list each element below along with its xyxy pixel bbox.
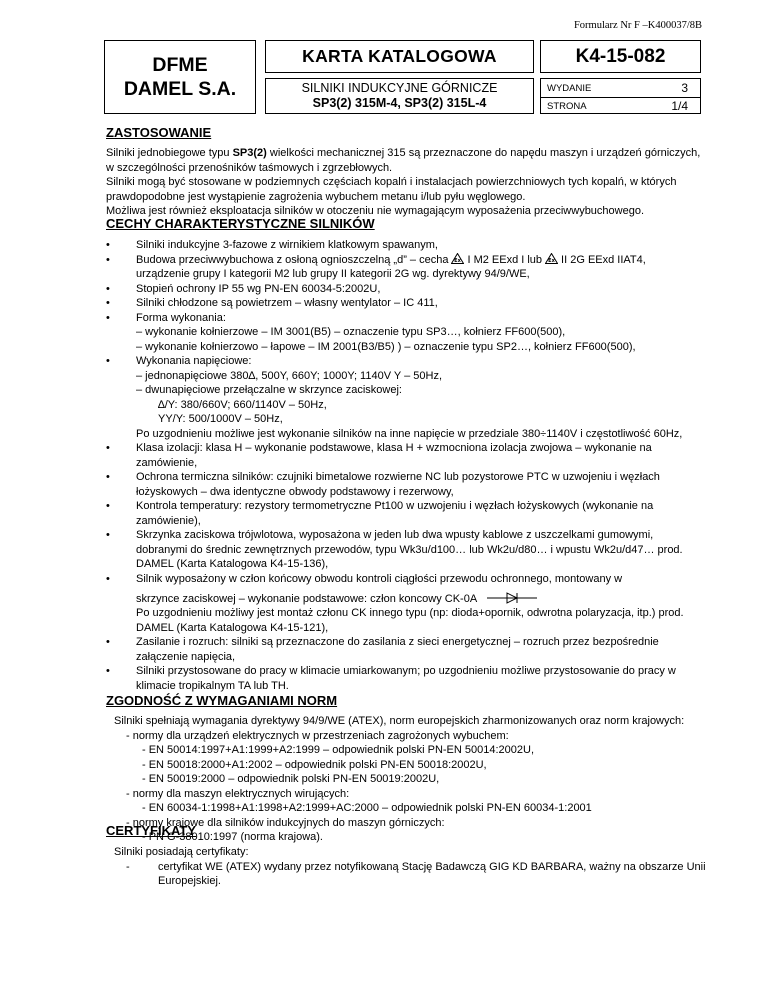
subtitle-line2: SP3(2) 315M-4, SP3(2) 315L-4 bbox=[312, 96, 487, 110]
edition-value: 3 bbox=[681, 81, 688, 95]
product-subtitle bbox=[265, 78, 534, 114]
ex-mark-icon bbox=[545, 253, 558, 264]
list-item: • Ochrona termiczna silników: czujniki bimetalowe rozwierne NC lub pozystorowe PTC w uzwojeniu i węzłach łożyskowych – dwa identyczne obwody podstawowy i rezerwowy, bbox=[106, 471, 660, 498]
document-meta bbox=[540, 78, 701, 114]
paragraph: Silniki posiadają certyfikaty: bbox=[114, 846, 249, 858]
list-item: • Stopień ochrony IP 55 wg PN-EN 60034-5:2002U, bbox=[106, 282, 381, 295]
subtitle-line1: SILNIKI INDUKCYJNE GÓRNICZE bbox=[301, 81, 498, 95]
section-certyfikaty bbox=[106, 845, 706, 889]
list-item: • Silnik wyposażony w człon końcowy obwodu kontroli ciągłości przewodu ochronnego, montowany w skrzynce zaciskowej – wykonanie podstawowe: człon koncowy CK-0A Po uzgodnieniu możliwy jest montaż członu CK innego typu (np: dioda+opornik, odwrotna polaryzacja, itp.) prod. DAMEL (Karta Katalogowa K4-15-121), bbox=[106, 572, 684, 634]
section-zastosowanie bbox=[106, 146, 706, 219]
form-reference: Formularz Nr F –K400037/8B bbox=[573, 20, 702, 31]
edition-row bbox=[541, 79, 700, 98]
list-item: • Silniki chłodzone są powietrzem – własny wentylator – IC 411, bbox=[106, 297, 438, 309]
list-item: • Budowa przeciwwybuchowa z osłoną ognioszczelną „d” – cecha Ex I M2 EExd I lub Ex II 2G EExd IIAT4, urządzenie grupy I kategorii M2 lub grupy II kategorii 2G wg. dyrektywy 94/9/WE, bbox=[106, 253, 646, 280]
paragraph: Możliwa jest również eksploatacja silników w otoczeniu nie wymagającym wyposażenia przeciwwybuchowego. bbox=[106, 205, 645, 217]
company-line2: DAMEL S.A. bbox=[123, 78, 237, 100]
section-heading-certyfikaty: CERTYFIKATY bbox=[106, 823, 197, 838]
norm-item: - EN 60034-1:1998+A1:1998+A2:1999+AC:2000 – odpowiednik polski PN-EN 60034-1:2001 bbox=[142, 802, 592, 814]
company-box bbox=[104, 40, 256, 114]
list-item: • Wykonania napięciowe: – jednonapięciowe 380∆, 500Y, 660Y; 1000Y; 1140V Y – 50Hz, – dwunapięciowe przełączalne w skrzynce zaciskowej: ∆/Y: 380/660V; 660/1140V – 50Hz, YY/Y: 500/1000V – 50Hz, Po uzgodnieniu możliwe jest wykonanie silników na inne napięcie w przedziale 380÷1140V i częstotliwość 60Hz, bbox=[106, 355, 683, 440]
list-item: • Silniki przystosowane do pracy w klimacie umiarkowanym; po uzgodnieniu możliwe przystosowanie do pracy w klimacie tropikalnym TA lub TH. bbox=[106, 665, 676, 692]
list-item: • Kontrola temperatury: rezystory termometryczne Pt100 w uzwojeniu i węzłach łożyskowych (wykonanie na zamówienie), bbox=[106, 500, 654, 527]
ex-mark-icon bbox=[451, 253, 464, 264]
list-item: • Skrzynka zaciskowa trójwlotowa, wyposażona w jeden lub dwa wpusty kablowe z uszczelkami gumowymi, dobranymi do średnic zewnętrznych przewodów, typu Wk3u/d100… lub Wk2u/d80… i wpustu Wk2u/d47… prod. DAMEL (Karta Katalogowa K4-15-136), bbox=[106, 529, 683, 570]
norm-item: - PN G-38010:1997 (norma krajowa). bbox=[142, 831, 323, 843]
paragraph: Silniki jednobiegowe typu SP3(2) wielkości mechanicznej 315 są przeznaczone do napędu maszyn i urządzeń górniczych, w szczególności przenośników taśmowych i zgrzebłowych. bbox=[106, 147, 701, 174]
features-list bbox=[106, 238, 706, 693]
list-item: • Silniki indukcyjne 3-fazowe z wirnikiem klatkowym spawanym, bbox=[106, 239, 438, 251]
norm-item: - EN 50019:2000 – odpowiednik polski PN-EN 50019:2002U, bbox=[142, 773, 440, 785]
company-line1: DFME bbox=[152, 54, 208, 76]
document-title: KARTA KATALOGOWA bbox=[265, 40, 534, 73]
paragraph: Silniki mogą być stosowane w podziemnych częściach kopalń i instalacjach powierzchniowych tych kopalń, w których prawdopodobne jest wystąpienie zagrożenia wybuchem metanu i/lub pyłu węglowego. bbox=[106, 176, 677, 203]
list-item: • Klasa izolacji: klasa H – wykonanie podstawowe, klasa H + wzmocniona izolacja zwojowa – wykonanie na zamówienie, bbox=[106, 442, 652, 469]
norm-item: - EN 50018:2000+A1:2002 – odpowiednik polski PN-EN 50018:2002U, bbox=[142, 758, 487, 771]
norm-item: - EN 50014:1997+A1:1999+A2:1999 – odpowiednik polski PN-EN 50014:2002U, bbox=[142, 744, 534, 756]
document-code: K4-15-082 bbox=[540, 40, 701, 73]
list-item: • Zasilanie i rozruch: silniki są przeznaczone do zasilania z sieci energetycznej – rozruch przez bezpośrednie załączenie napięcia, bbox=[106, 636, 659, 663]
page-label: STRONA bbox=[547, 100, 587, 112]
norm-group: - normy krajowe dla silników indukcyjnych do maszyn górniczych: bbox=[126, 816, 445, 829]
norm-group: - normy dla maszyn elektrycznych wirujących: bbox=[126, 787, 350, 800]
norm-group: - normy dla urządzeń elektrycznych w przestrzeniach zagrożonych wybuchem: bbox=[126, 729, 509, 742]
svg-text:Ex: Ex bbox=[548, 257, 555, 264]
list-item: • Forma wykonania: – wykonanie kołnierzowe – IM 3001(B5) – oznaczenie typu SP3…, kołnierz FF600(500), – wykonanie kołnierzowo – łapowe – IM 2001(B3/B5) ) – oznaczenie typu SP2…, kołnierz FF600(500), bbox=[106, 311, 636, 353]
section-heading-zgodnosc: ZGODNOŚĆ Z WYMAGANIAMI NORM bbox=[106, 693, 338, 708]
paragraph: Silniki spełniają wymagania dyrektywy 94/9/WE (ATEX), norm europejskich zharmonizowanych oraz norm krajowych: bbox=[114, 715, 685, 727]
svg-text:Ex: Ex bbox=[454, 257, 462, 264]
diode-symbol-icon bbox=[487, 592, 537, 604]
section-heading-zastosowanie: ZASTOSOWANIE bbox=[106, 125, 212, 140]
section-heading-cechy: CECHY CHARAKTERYSTYCZNE SILNIKÓW bbox=[106, 216, 375, 231]
header-table bbox=[104, 40, 701, 114]
page-value: 1/4 bbox=[671, 99, 688, 113]
edition-label: WYDANIE bbox=[547, 82, 592, 94]
page-row bbox=[541, 97, 700, 115]
certificate-item: - certyfikat WE (ATEX) wydany przez notyfikowaną Stację Badawczą GIG KD BARBARA, ważny na obszarze Unii Europejskiej. bbox=[126, 860, 706, 887]
